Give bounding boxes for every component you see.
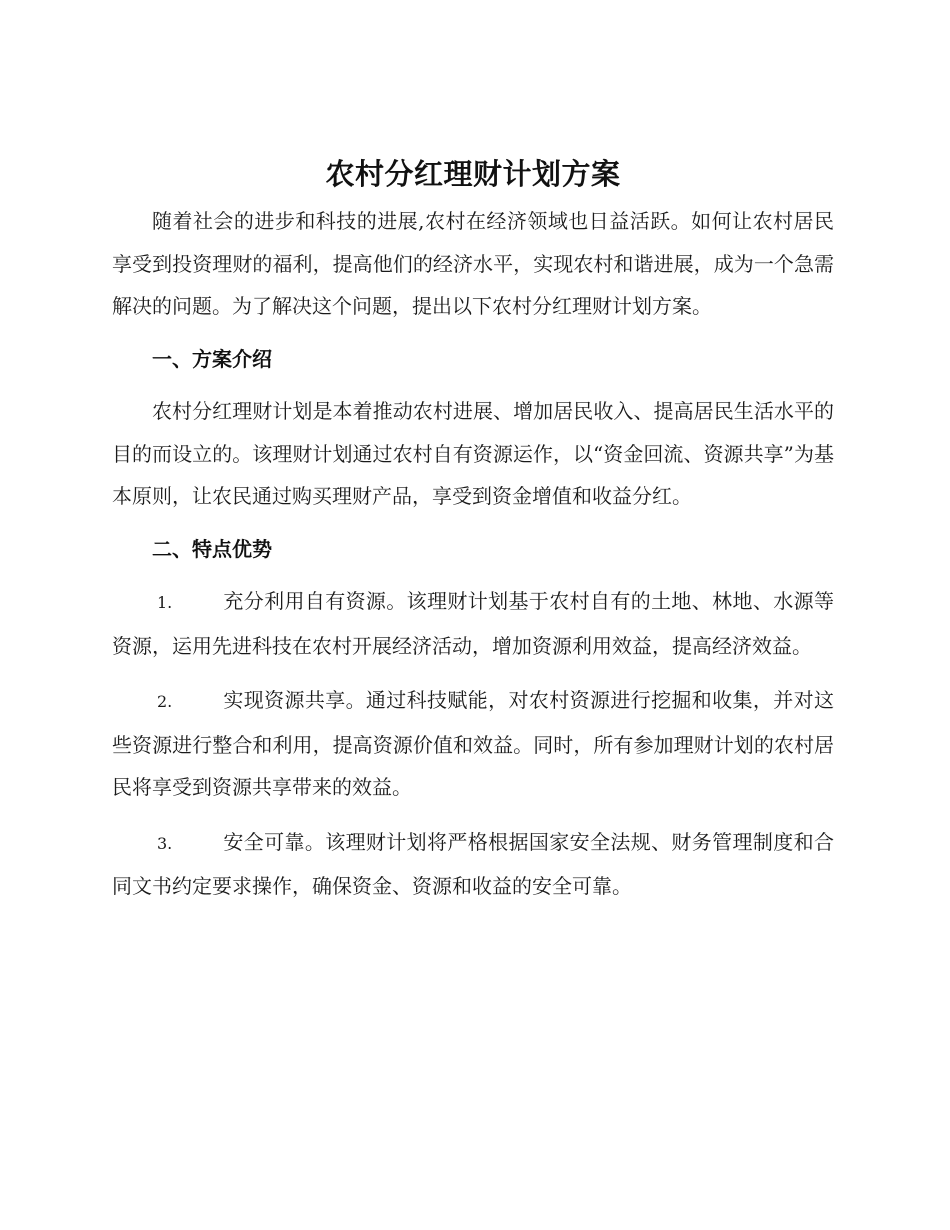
list-item-number: 3. <box>157 833 173 853</box>
list-item <box>112 821 834 908</box>
plan-intro-paragraph: 农村分红理财计划是本着推动农村进展、增加居民收入、提高居民生活水平的目的而设立的。该理财计划通过农村自有资源运作，以“资金回流、资源共享”为基本原则，让农民通过购买理财产品，享受到资金增值和收益分红。 <box>112 399 834 508</box>
section-features <box>112 528 834 908</box>
document-page <box>112 148 834 908</box>
list-item-number: 2. <box>157 692 173 711</box>
section-heading-plan-intro: 一、方案介绍 <box>152 346 272 371</box>
list-item-text: 充分利用自有资源。该理财计划基于农村自有的土地、林地、水源等资源，运用先进科技在农村开展经济活动，增加资源利用效益，提高经济效益。 <box>112 589 834 658</box>
list-item-text: 实现资源共享。通过科技赋能，对农村资源进行挖掘和收集，并对这些资源进行整合和利用，提高资源价值和效益。同时，所有参加理财计划的农村居民将享受到资源共享带来的效益。 <box>112 688 834 799</box>
document-title: 农村分红理财计划方案 <box>325 157 621 191</box>
list-item-number: 1. <box>157 593 173 612</box>
list-item <box>112 679 834 809</box>
section-heading-features: 二、特点优势 <box>152 536 272 561</box>
intro-paragraph: 随着社会的进步和科技的进展,农村在经济领域也日益活跃。如何让农村居民享受到投资理财的福利，提高他们的经济水平，实现农村和谐进展，成为一个急需解决的问题。为了解决这个问题，提出以下农村分红理财计划方案。 <box>112 209 834 318</box>
list-item <box>112 580 834 667</box>
section-intro <box>112 338 834 518</box>
list-item-text: 安全可靠。该理财计划将严格根据国家安全法规、财务管理制度和合同文书约定要求操作，确保资金、资源和收益的安全可靠。 <box>112 829 834 898</box>
